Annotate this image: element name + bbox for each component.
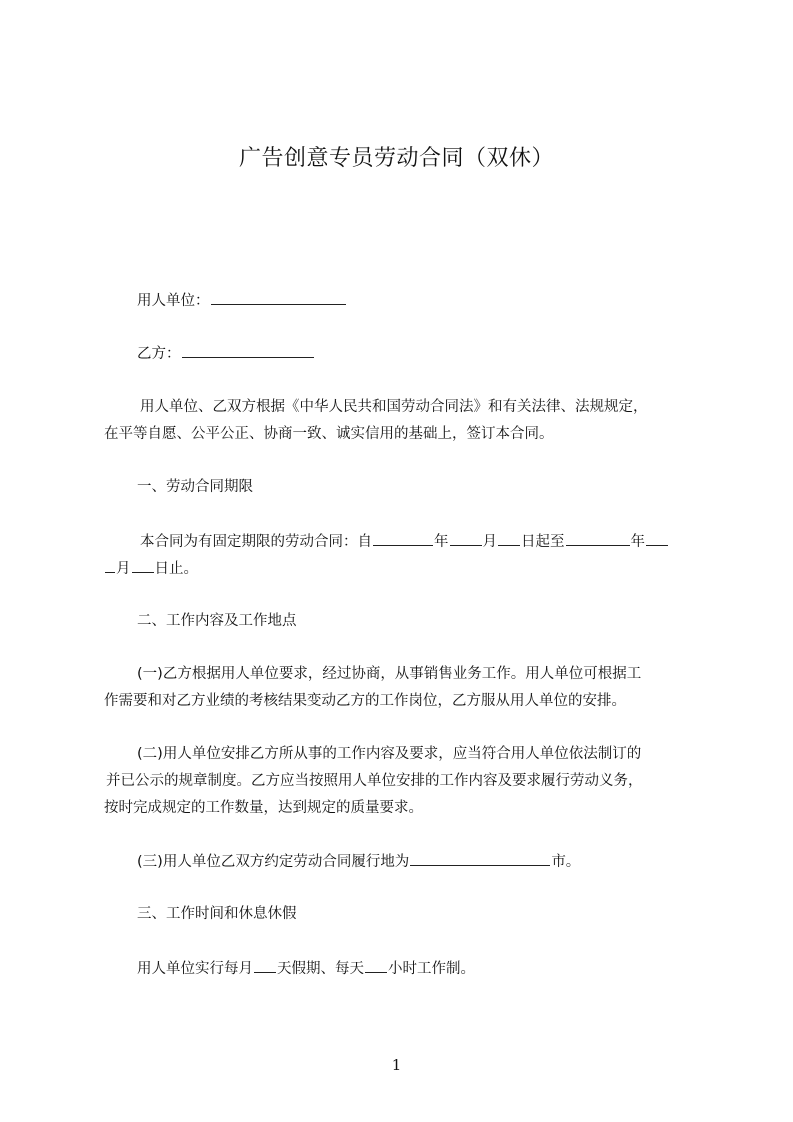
intro-line-1: 用人单位、乙双方根据《中华人民共和国劳动合同法》和有关法律、法规规定， — [140, 399, 648, 415]
location-blank — [410, 851, 550, 866]
start-year-blank — [373, 531, 433, 546]
employee-blank — [182, 343, 314, 358]
intro-line-2: 在平等自愿、公平公正、协商一致、诚实信用的基础上，签订本合同。 — [104, 426, 554, 442]
start-month-blank — [450, 531, 482, 546]
item1-line-2: 作需要和对乙方业绩的考核结果变动乙方的工作岗位，乙方服从用人单位的安排。 — [104, 693, 626, 709]
end-month-blank-a — [646, 531, 668, 546]
section1-heading: 一、劳动合同期限 — [137, 479, 253, 495]
item3-city-label: 市。 — [551, 854, 581, 870]
page-number: 1 — [391, 1056, 402, 1074]
worktime-text-c: 小时工作制。 — [388, 961, 475, 977]
section3-heading: 三、工作时间和休息休假 — [137, 906, 297, 922]
term-line-1 — [140, 531, 669, 552]
employer-label: 用人单位： — [137, 293, 210, 309]
employee-label: 乙方： — [137, 346, 181, 362]
employer-line — [137, 290, 347, 311]
term-line-2 — [104, 558, 198, 579]
worktime-text-a: 用人单位实行每月 — [137, 961, 253, 977]
item3-text: (三)用人单位乙双方约定劳动合同履行地为 — [137, 854, 410, 870]
section2-heading: 二、工作内容及工作地点 — [137, 613, 297, 629]
end-month-blank-b — [105, 558, 115, 573]
worktime-line — [137, 958, 475, 979]
days-off-blank — [254, 958, 276, 973]
item2-line-3: 按时完成规定的工作数量，达到规定的质量要求。 — [104, 800, 423, 816]
end-day-blank — [132, 558, 154, 573]
item3-line — [137, 851, 580, 872]
worktime-text-b: 天假期、每天 — [277, 961, 364, 977]
term-year-label: 年 — [434, 534, 449, 550]
document-title: 广告创意专员劳动合同（双休） — [238, 146, 554, 171]
employee-line — [137, 343, 315, 364]
term-month-label: 月 — [482, 534, 497, 550]
item2-line-1: (二)用人单位安排乙方所从事的工作内容及要求，应当符合用人单位依法制订的 — [137, 746, 642, 762]
hours-blank — [365, 958, 387, 973]
term-day-start-label: 日起至 — [521, 534, 565, 550]
employer-blank — [211, 290, 346, 305]
end-year-blank — [566, 531, 630, 546]
item2-line-2: 并已公示的规章制度。乙方应当按照用人单位安排的工作内容及要求履行劳动义务， — [106, 773, 643, 789]
term-month2-label: 月 — [116, 561, 131, 577]
term-text: 本合同为有固定期限的劳动合同：自 — [140, 534, 372, 550]
term-end-label: 日止。 — [154, 561, 198, 577]
item1-line-1: (一)乙方根据用人单位要求，经过协商，从事销售业务工作。用人单位可根据工 — [137, 666, 642, 682]
start-day-blank — [498, 531, 520, 546]
term-year2-label: 年 — [630, 534, 645, 550]
